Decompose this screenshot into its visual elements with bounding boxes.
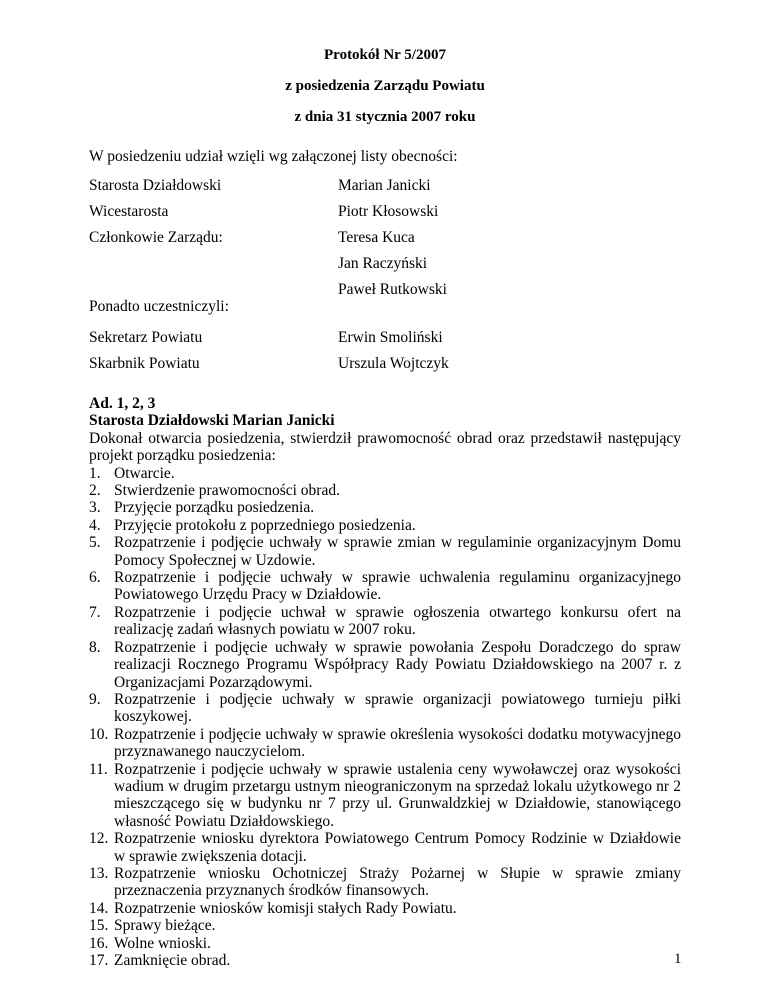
attendance-name: Urszula Wojtczyk [338, 355, 449, 372]
agenda-item-text: Rozpatrzenie i podjęcie uchwały w sprawie organizacji powiatowego turnieju piłki koszykowej. [114, 690, 681, 726]
agenda-item-number: 10. [89, 725, 109, 743]
attendance-name: Teresa Kuca [338, 229, 415, 246]
agenda-item-text: Rozpatrzenie i podjęcie uchwały w sprawie ustalenia ceny wywoławczej oraz wysokości wadium w drugim przetargu ustnym nieograniczonym na sprzedaż lokalu użytkowego nr 2 mieszczącego się w budynku nr 7 przy ul. Grunwaldzkiej w Działdowie, stanowiącego własność Powiatu Działdowskiego. [114, 760, 681, 830]
agenda-item-text: Otwarcie. [114, 464, 175, 482]
agenda-item [89, 499, 681, 516]
agenda-item-text: Rozpatrzenie i podjęcie uchwały w sprawie uchwalenia regulaminu organizacyjnego Powiatowego Urzędu Pracy w Działdowie. [114, 569, 681, 604]
attendance-role: Członkowie Zarządu: [89, 229, 223, 246]
attendance-row [89, 329, 681, 349]
attendance-role: Skarbnik Powiatu [89, 355, 200, 372]
agenda-item [89, 900, 681, 917]
agenda-item [89, 604, 681, 639]
agenda-item [89, 726, 681, 761]
agenda-item-text: Rozpatrzenie wniosku dyrektora Powiatowego Centrum Pomocy Rodzinie w Działdowie w sprawie zwiększenia dotacji. [114, 830, 681, 865]
agenda-list [89, 465, 681, 970]
attendance-role: Starosta Działdowski [89, 177, 222, 194]
attendance-name: Erwin Smoliński [338, 329, 443, 346]
additional-attendees-label: Ponadto uczestniczyli: [89, 298, 229, 315]
agenda-item-text: Przyjęcie porządku posiedzenia. [114, 499, 315, 517]
agenda-item-text: Rozpatrzenie wniosków komisji stałych Rady Powiatu. [114, 899, 457, 917]
attendance-role: Sekretarz Powiatu [89, 329, 203, 346]
attendance-role: Wicestarosta [89, 203, 169, 220]
agenda-item-number: 13. [89, 864, 109, 882]
protocol-date: z dnia 31 stycznia 2007 roku [294, 109, 476, 125]
section-intro: Dokonał otwarcia posiedzenia, stwierdził prawomocność obrad oraz przedstawił następujący projekt porządku posiedzenia: [89, 429, 681, 465]
agenda-item-number: 7. [89, 603, 101, 621]
agenda-item-number: 17. [89, 952, 109, 969]
agenda-section [89, 395, 681, 969]
agenda-item [89, 517, 681, 534]
attendance-name: Piotr Kłosowski [338, 203, 439, 220]
agenda-item-text: Stwierdzenie prawomocności obrad. [114, 482, 340, 500]
protocol-title: Protokół Nr 5/2007 [324, 47, 446, 63]
agenda-item [89, 534, 681, 569]
agenda-item [89, 465, 681, 482]
agenda-item [89, 935, 681, 952]
agenda-item-text: Wolne wnioski. [114, 934, 211, 952]
agenda-item-number: 1. [89, 464, 101, 482]
attendance-row [89, 203, 681, 223]
agenda-item-number: 16. [89, 934, 109, 952]
agenda-item-number: 6. [89, 569, 101, 587]
agenda-item [89, 691, 681, 726]
agenda-item-text: Rozpatrzenie wniosku Ochotniczej Straży Pożarnej w Słupie w sprawie zmiany przeznaczenia przyznanych środków finansowych. [114, 864, 681, 900]
agenda-item-text: Przyjęcie protokołu z poprzedniego posiedzenia. [114, 516, 416, 534]
section-speaker: Starosta Działdowski Marian Janicki [89, 412, 335, 430]
agenda-item-number: 3. [89, 499, 101, 517]
agenda-item [89, 482, 681, 499]
attendance-row [89, 355, 681, 375]
agenda-item [89, 917, 681, 934]
agenda-item-number: 2. [89, 482, 101, 500]
section-heading: Ad. 1, 2, 3 [89, 395, 156, 412]
agenda-item-number: 12. [89, 830, 109, 848]
agenda-item [89, 952, 681, 969]
agenda-item-text: Rozpatrzenie i podjęcie uchwały w sprawie zmian w regulaminie organizacyjnym Domu Pomocy Społecznej w Uzdowie. [114, 534, 681, 569]
agenda-item-text: Rozpatrzenie i podjęcie uchwał w sprawie ogłoszenia otwartego konkursu ofert na realizację zadań własnych powiatu w 2007 roku. [114, 603, 681, 639]
agenda-item-number: 8. [89, 638, 101, 656]
attendance-name: Jan Raczyński [338, 255, 428, 272]
agenda-item-number: 15. [89, 917, 109, 935]
agenda-item-number: 9. [89, 690, 101, 708]
agenda-item-number: 5. [89, 534, 101, 552]
agenda-item-number: 11. [89, 760, 108, 778]
agenda-item [89, 865, 681, 900]
attendance-intro: W posiedzeniu udział wzięli wg załączonej listy obecności: [89, 148, 458, 165]
page-number: 1 [674, 951, 682, 967]
attendance-row [89, 177, 681, 197]
agenda-item-text: Rozpatrzenie i podjęcie uchwały w sprawie powołania Zespołu Doradczego do spraw realizacji Rocznego Programu Współpracy Rady Powiatu Działdowskiego na 2007 r. z Organizacjami Pozarządowymi. [114, 638, 681, 691]
agenda-item-text: Zamknięcie obrad. [114, 952, 231, 969]
agenda-item-text: Rozpatrzenie i podjęcie uchwały w sprawie określenia wysokości dodatku motywacyjnego przyznawanego nauczycielom. [114, 725, 681, 761]
attendance-name: Paweł Rutkowski [338, 281, 447, 298]
attendance-name: Marian Janicki [338, 177, 431, 194]
attendance-row [89, 255, 681, 275]
agenda-item [89, 830, 681, 865]
agenda-item [89, 639, 681, 691]
agenda-item-number: 4. [89, 516, 101, 534]
attendance-row [89, 229, 681, 249]
protocol-subtitle: z posiedzenia Zarządu Powiatu [285, 78, 485, 94]
agenda-item-text: Sprawy bieżące. [114, 917, 216, 935]
agenda-item [89, 761, 681, 831]
agenda-item [89, 569, 681, 604]
agenda-item-number: 14. [89, 899, 109, 917]
